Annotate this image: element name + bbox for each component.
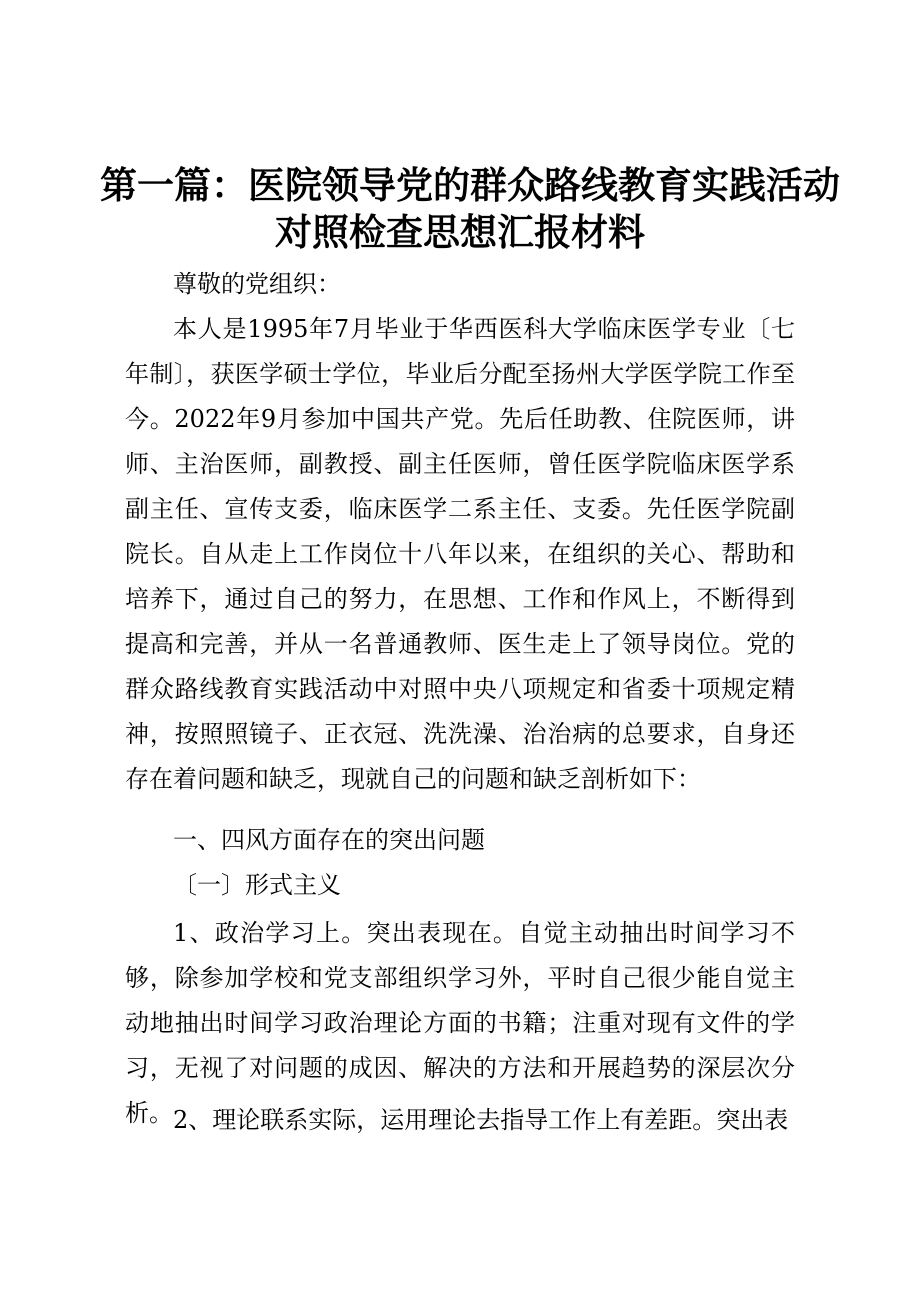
paragraph-intro: 本人是1995年7月毕业于华西医科大学临床医学专业〔七年制〕，获医学硕士学位，毕业后分配至扬州大学医学院工作至今。2022年9月参加中国共产党。先后任助教、住院医师，讲师、主治医师，副教授、副主任医师，曾任医学院临床医学系副主任、宣传支委，临床医学二系主任、支委。先任医学院副院长。自从走上工作岗位十八年以来，在组织的关心、帮助和培养下，通过自己的努力，在思想、工作和作风上，不断得到提高和完善，并从一名普通教师、医生走上了领导岗位。党的群众路线教育实践活动中对照中央八项规定和省委十项规定精神，按照照镜子、正衣冠、洗洗澡、治治病的总要求，自身还存在着问题和缺乏，现就自己的问题和缺乏剖析如下：	[125, 315, 795, 793]
document-title-line-1: 第一篇：医院领导党的群众路线教育实践活动	[100, 164, 840, 207]
paragraph-theory-practice: 2、理论联系实际，运用理论去指导工作上有差距。突出表	[173, 1106, 789, 1134]
document-title-line-2: 对照检查思想汇报材料	[275, 211, 645, 254]
salutation: 尊敬的党组织：	[173, 270, 341, 298]
subsection-heading: 〔一〕形式主义	[173, 871, 341, 899]
paragraph-political-study: 1、政治学习上。突出表现在。自觉主动抽出时间学习不够，除参加学校和党支部组织学习外，平时自己很少能自觉主动地抽出时间学习政治理论方面的书籍；注重对现有文件的学习，无视了对问题的成因、解决的方法和开展趋势的深层次分析。	[125, 919, 795, 1127]
section-heading: 一、四风方面存在的突出问题	[173, 826, 485, 854]
